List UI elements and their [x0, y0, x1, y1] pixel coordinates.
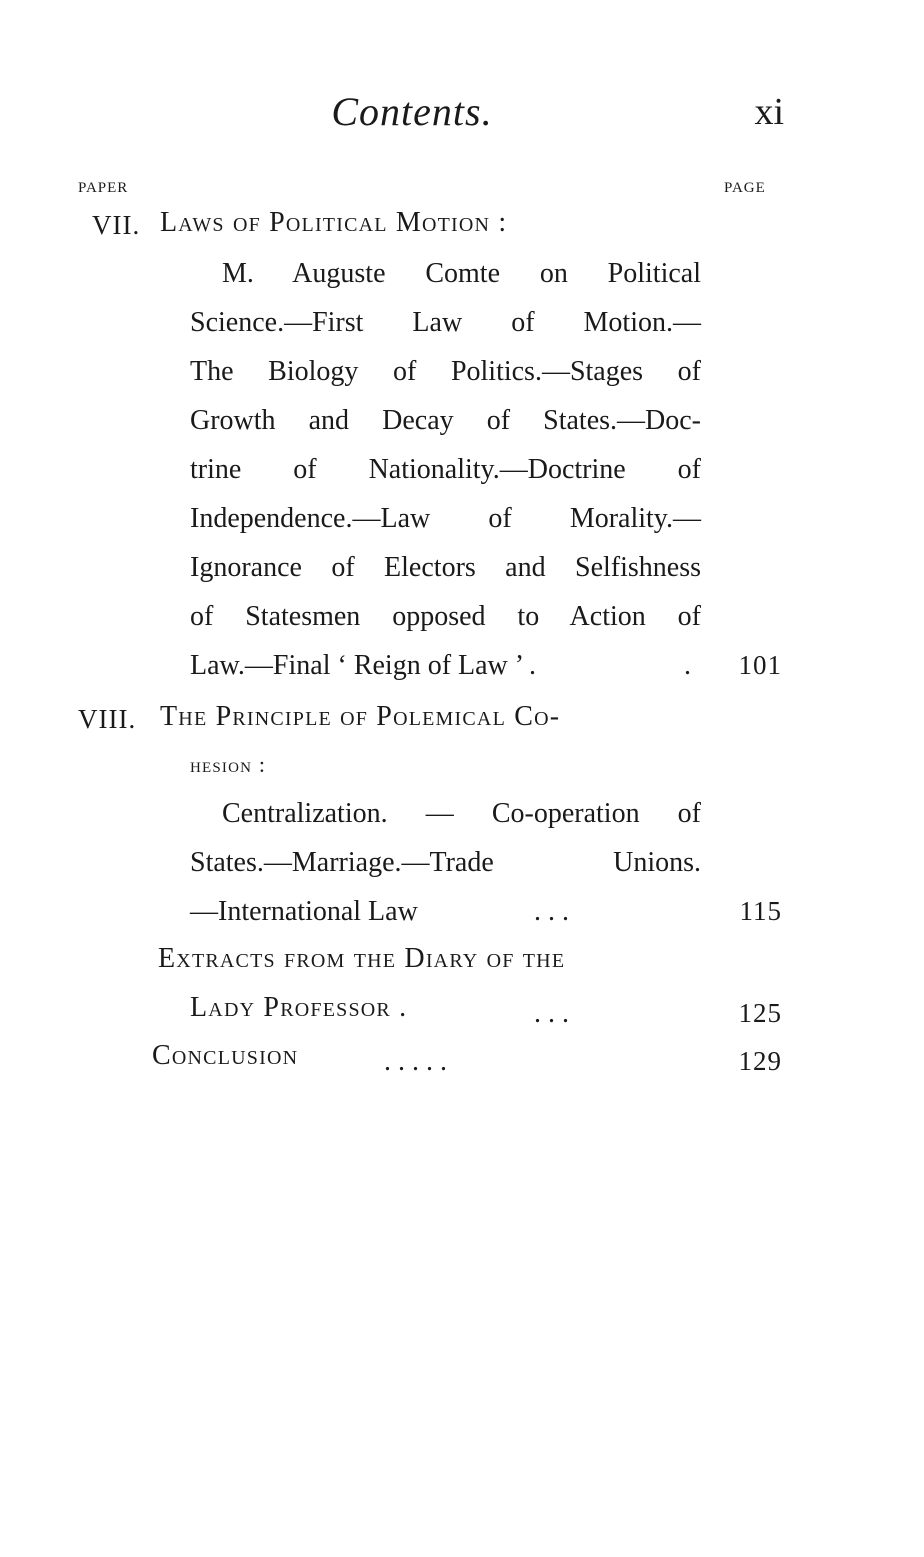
entry-heading-continued: Lady Professor .	[190, 992, 408, 1023]
entry-line: trine of Nationality.—Doctrine of	[190, 454, 701, 485]
page-title: Contents.	[331, 89, 493, 134]
page-number: 129	[738, 1046, 782, 1076]
entry-line: Growth and Decay of States.—Doc-	[190, 405, 701, 436]
entry-line: The Biology of Politics.—Stages of	[190, 356, 701, 387]
entry-heading-continued: hesion :	[190, 752, 267, 777]
entry-line: Ignorance of Electors and Selfishness	[190, 552, 701, 583]
entry-numeral: VII.	[92, 210, 141, 240]
column-head-paper: PAPER	[78, 180, 129, 196]
entry-heading: Conclusion	[152, 1040, 299, 1071]
page-number: 125	[738, 998, 782, 1028]
entry-line: of Statesmen opposed to Action of	[190, 601, 701, 632]
page-number: 101	[738, 650, 782, 680]
column-head-page: PAGE	[724, 180, 766, 196]
page-number: 115	[739, 896, 782, 926]
entry-line: Law.—Final ‘ Reign of Law ’ .	[190, 650, 537, 681]
entry-line: Independence.—Law of Morality.—	[190, 503, 701, 534]
entry-line: —International Law	[190, 896, 418, 927]
entry-line: M. Auguste Comte on Political	[222, 258, 701, 289]
entry-heading: The Principle of Polemical Co-	[160, 701, 561, 732]
entry-heading: Extracts from the Diary of the	[158, 943, 566, 974]
entry-numeral: VIII.	[78, 704, 137, 734]
dot-leader: . . .	[534, 998, 569, 1029]
dot-leader: .	[684, 650, 691, 681]
entry-heading: Laws of Political Motion :	[160, 207, 508, 238]
entry-line: States.—Marriage.—Trade Unions.	[190, 847, 701, 878]
entry-line: Science.—First Law of Motion.—	[190, 307, 701, 338]
page-folio: xi	[754, 91, 784, 133]
entry-line: Centralization. — Co-operation of	[222, 798, 701, 829]
dot-leader: . . .	[534, 896, 569, 927]
dot-leader: . . . . .	[384, 1046, 447, 1077]
